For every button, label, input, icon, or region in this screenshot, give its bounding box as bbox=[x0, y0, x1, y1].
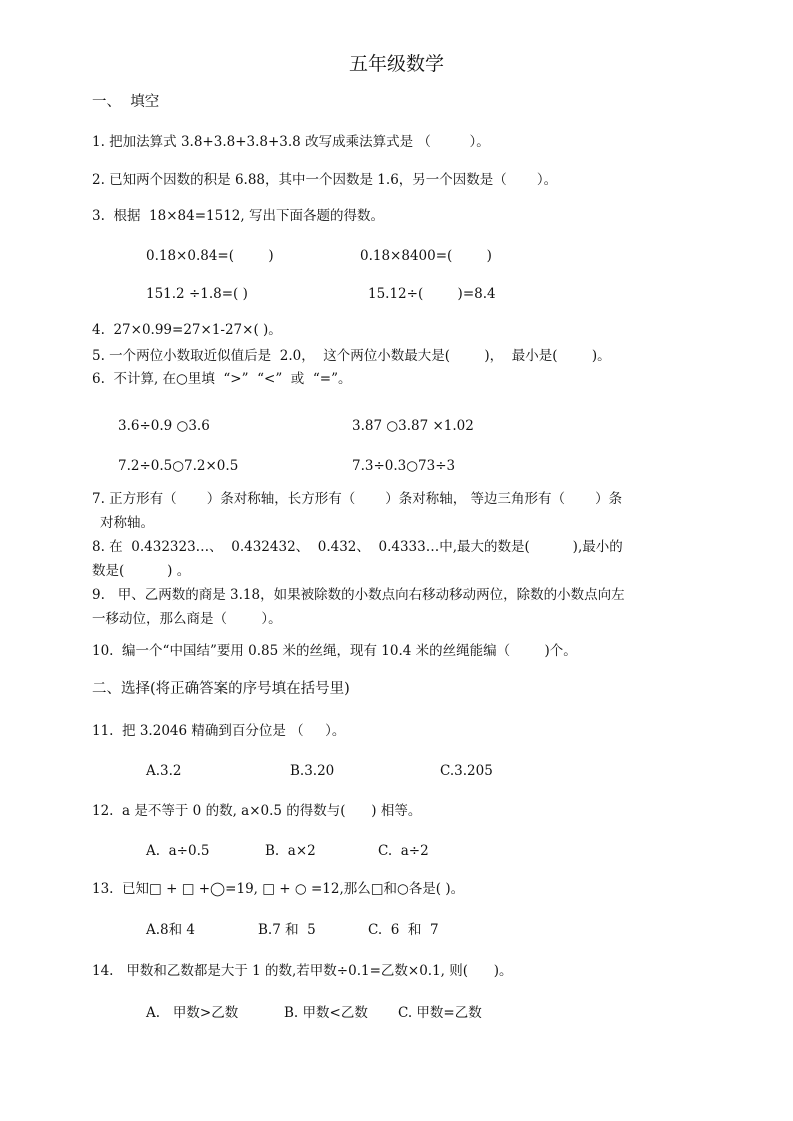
question-13: 13. 已知□ + □ +◯=19, □ + ○ =12,那么□和○各是( )。 bbox=[92, 881, 465, 897]
question-7-line-1: 7. 正方形有（ ）条对称轴，长方形有（ ）条对称轴， 等边三角形有（ ）条 bbox=[92, 491, 623, 507]
question-6: 6. 不计算, 在○里填 “>” “<” 或 “=”。 bbox=[92, 371, 352, 387]
question-5: 5. 一个两位小数取近似值后是 2.0， 这个两位小数最大是( )， 最小是( )。 bbox=[92, 348, 611, 364]
question-9-line-2: 一移动位，那么商是（ ）。 bbox=[92, 611, 282, 627]
question-3-item-b: 0.18×8400=( ) bbox=[360, 248, 492, 264]
question-14-option-b: B. 甲数<乙数 bbox=[284, 1005, 368, 1021]
question-3-item-a: 0.18×0.84=( ) bbox=[146, 248, 274, 264]
question-8-line-2: 数是( ) 。 bbox=[92, 563, 191, 579]
question-3-item-d: 15.12÷( )=8.4 bbox=[368, 286, 496, 302]
question-11-option-b: B.3.20 bbox=[290, 763, 335, 779]
question-14: 14. 甲数和乙数都是大于 1 的数,若甲数÷0.1=乙数×0.1, 则( )。 bbox=[92, 963, 513, 979]
question-3-item-c: 151.2 ÷1.8=( ) bbox=[146, 286, 248, 302]
question-13-option-b: B.7 和 5 bbox=[258, 922, 316, 938]
question-10: 10. 编一个“中国结”要用 0.85 米的丝绳，现有 10.4 米的丝绳能编（ )个。 bbox=[92, 643, 577, 659]
section-heading-multiple-choice: 二、选择(将正确答案的序号填在括号里) bbox=[92, 681, 350, 697]
question-14-option-a: A. 甲数>乙数 bbox=[146, 1005, 239, 1021]
question-7-line-2: 对称轴。 bbox=[100, 515, 154, 531]
section-heading-fill-blank: 一、 填空 bbox=[92, 94, 160, 110]
question-11-option-a: A.3.2 bbox=[146, 763, 182, 779]
question-4: 4. 27×0.99=27×1-27×( )。 bbox=[92, 322, 282, 338]
question-2: 2. 已知两个因数的积是 6.88，其中一个因数是 1.6，另一个因数是（ ）。 bbox=[92, 172, 558, 188]
question-6-item-d: 7.3÷0.3○73÷3 bbox=[352, 458, 456, 474]
question-13-option-c: C. 6 和 7 bbox=[368, 922, 439, 938]
question-6-item-b: 3.87 ○3.87 ×1.02 bbox=[352, 418, 474, 434]
question-11: 11. 把 3.2046 精确到百分位是 （ ）。 bbox=[92, 723, 346, 739]
question-13-option-a: A.8和 4 bbox=[146, 922, 196, 938]
question-3: 3. 根据 18×84=1512, 写出下面各题的得数。 bbox=[92, 208, 384, 224]
question-12-option-b: B. a×2 bbox=[265, 843, 316, 859]
page-title: 五年级数学 bbox=[348, 53, 444, 75]
question-14-option-c: C. 甲数=乙数 bbox=[398, 1005, 482, 1021]
question-8-line-1: 8. 在 0.432323…、 0.432432、 0.432、 0.4333…中,最大的数是( ),最小的 bbox=[92, 539, 623, 555]
question-11-option-c: C.3.205 bbox=[440, 763, 493, 779]
question-12-option-a: A. a÷0.5 bbox=[146, 843, 210, 859]
question-12: 12. a 是不等于 0 的数, a×0.5 的得数与( ) 相等。 bbox=[92, 803, 422, 819]
question-6-item-c: 7.2÷0.5○7.2×0.5 bbox=[118, 458, 239, 474]
question-12-option-c: C. a÷2 bbox=[378, 843, 429, 859]
question-6-item-a: 3.6÷0.9 ○3.6 bbox=[118, 418, 210, 434]
question-1: 1. 把加法算式 3.8+3.8+3.8+3.8 改写成乘法算式是 （ ）。 bbox=[92, 134, 490, 150]
question-9-line-1: 9. 甲、乙两数的商是 3.18，如果被除数的小数点向右移动移动两位，除数的小数点向左 bbox=[92, 587, 625, 603]
